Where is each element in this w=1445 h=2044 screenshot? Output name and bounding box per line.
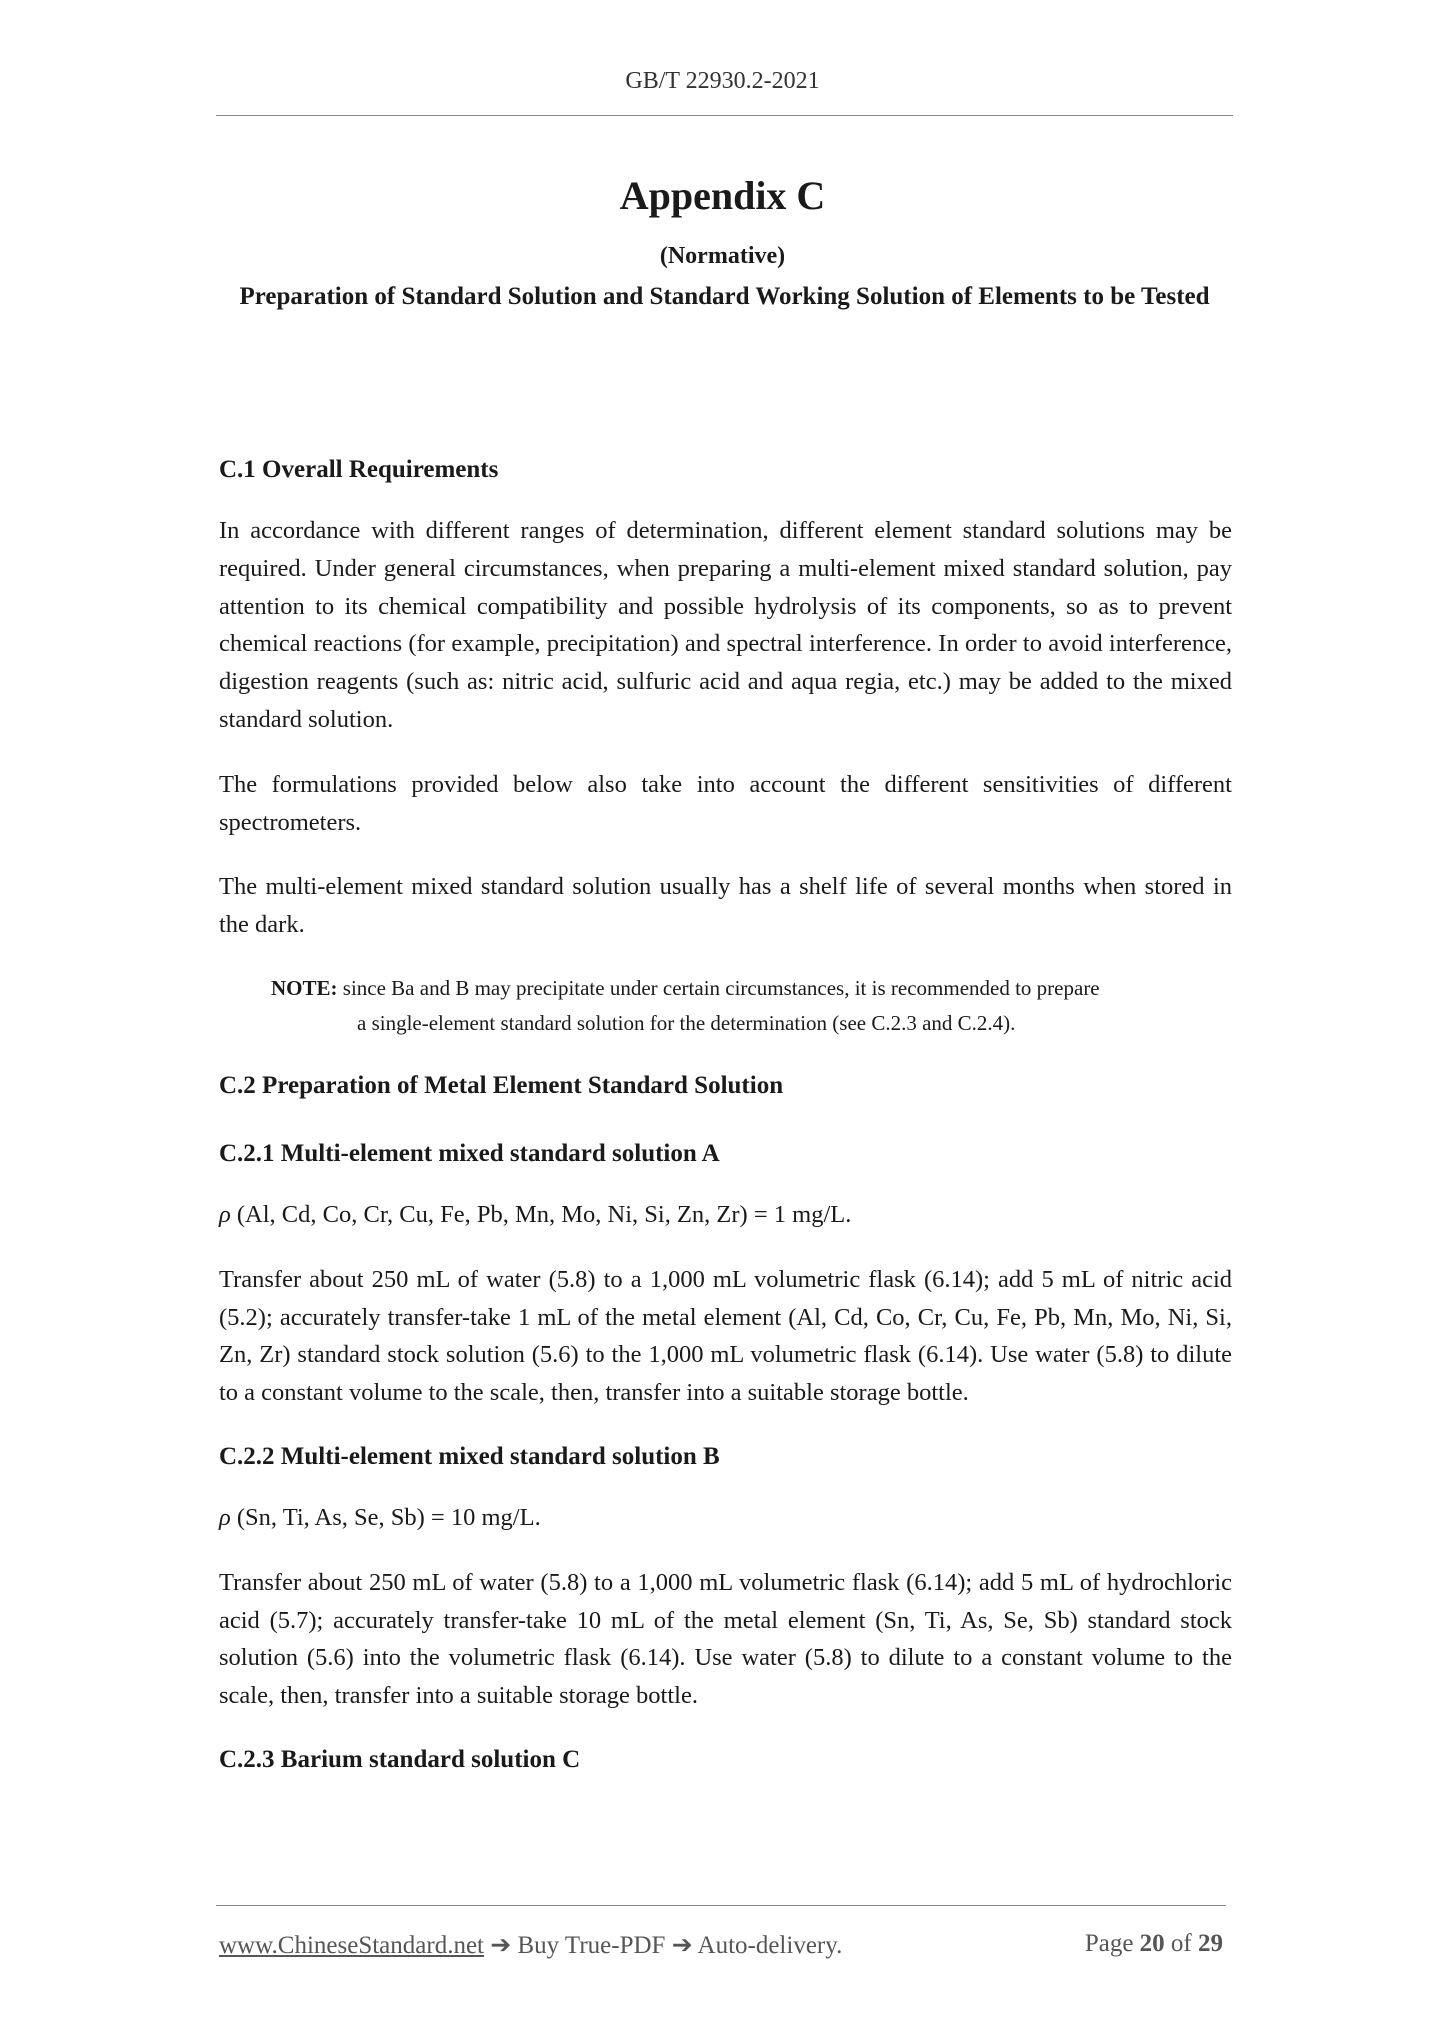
delivery-text: Auto-delivery. xyxy=(697,1932,843,1959)
appendix-title: Appendix C xyxy=(619,173,826,218)
document-body xyxy=(219,452,1232,1778)
arrow-right-icon: ➔ xyxy=(671,1932,693,1959)
section-heading-c1: C.1 Overall Requirements xyxy=(219,456,499,483)
page-number xyxy=(1085,1930,1223,1958)
site-link[interactable]: www.ChineseStandard.net xyxy=(219,1932,484,1959)
rho-symbol: ρ xyxy=(219,1503,231,1531)
appendix-subtitle: Preparation of Standard Solution and Standard Working Solution of Elements to be Tested xyxy=(239,283,1210,310)
buy-text: Buy True-PDF xyxy=(517,1932,666,1959)
c22-paragraph: Transfer about 250 mL of water (5.8) to a 1,000 mL volumetric flask (6.14); add 5 mL of hydrochloric acid (5.7); accurately transfer-take 10 mL of the metal element (Sn, Ti, As, Se, Sb) standard stock solution (5.6) into the volumetric flask (6.14). Use water (5.8) to dilute to a constant volume to the scale, then, transfer into a suitable storage bottle. xyxy=(219,1568,1232,1710)
c21-formula-text: (Al, Cd, Co, Cr, Cu, Fe, Pb, Mn, Mo, Ni, Si, Zn, Zr) = 1 mg/L. xyxy=(236,1200,852,1228)
section-heading-c23: C.2.3 Barium standard solution C xyxy=(219,1745,581,1773)
total-pages: 29 xyxy=(1198,1930,1223,1957)
footer-divider xyxy=(216,1905,1226,1906)
footer-promo xyxy=(219,1930,842,1960)
note-label: NOTE: xyxy=(271,975,338,1000)
rho-symbol: ρ xyxy=(219,1200,231,1228)
appendix-normative-label: (Normative) xyxy=(659,243,786,269)
note-text-line-2: a single-element standard solution for the determination (see C.2.3 and C.2.4). xyxy=(357,1010,1016,1035)
section-heading-c2: C.2 Preparation of Metal Element Standard Solution xyxy=(219,1071,784,1099)
c1-note xyxy=(219,971,1232,1041)
header-divider xyxy=(216,115,1233,116)
page-word: Page xyxy=(1084,1930,1134,1957)
current-page: 20 xyxy=(1139,1930,1165,1957)
c22-formula xyxy=(219,1499,1232,1537)
c1-paragraph-3: The multi-element mixed standard solution usually has a shelf life of several months when stored in the dark. xyxy=(219,873,1232,939)
c21-formula xyxy=(219,1196,1232,1234)
note-text-line-1: since Ba and B may precipitate under certain circumstances, it is recommended to prepare xyxy=(342,975,1100,1000)
c21-paragraph: Transfer about 250 mL of water (5.8) to a 1,000 mL volumetric flask (6.14); add 5 mL of nitric acid (5.2); accurately transfer-take 1 mL of the metal element (Al, Cd, Co, Cr, Cu, Fe, Pb, Mn, Mo, Ni, Si, Zn, Zr) standard stock solution (5.6) to the 1,000 mL volumetric flask (6.14). Use water (5.8) to dilute to a constant volume to the scale, then, transfer into a suitable storage bottle. xyxy=(219,1265,1232,1407)
arrow-right-icon: ➔ xyxy=(490,1932,512,1959)
section-heading-c22: C.2.2 Multi-element mixed standard solution B xyxy=(219,1442,720,1470)
c1-paragraph-1: In accordance with different ranges of determination, different element standard solutions may be required. Under general circumstances, when preparing a multi-element mixed standard solution, pay attention to its chemical compatibility and possible hydrolysis of its components, so as to prevent chemical reactions (for example, precipitation) and spectral interference. In order to avoid interference, digestion reagents (such as: nitric acid, sulfuric acid and aqua regia, etc.) may be added to the mixed standard solution. xyxy=(219,517,1232,733)
c1-paragraph-2: The formulations provided below also take into account the different sensitivities of different spectrometers. xyxy=(219,770,1232,836)
section-heading-c21: C.2.1 Multi-element mixed standard solution A xyxy=(219,1139,720,1167)
header-standard-code: GB/T 22930.2-2021 xyxy=(625,68,820,94)
c22-formula-text: (Sn, Ti, As, Se, Sb) = 10 mg/L. xyxy=(236,1503,541,1531)
of-word: of xyxy=(1170,1930,1192,1957)
